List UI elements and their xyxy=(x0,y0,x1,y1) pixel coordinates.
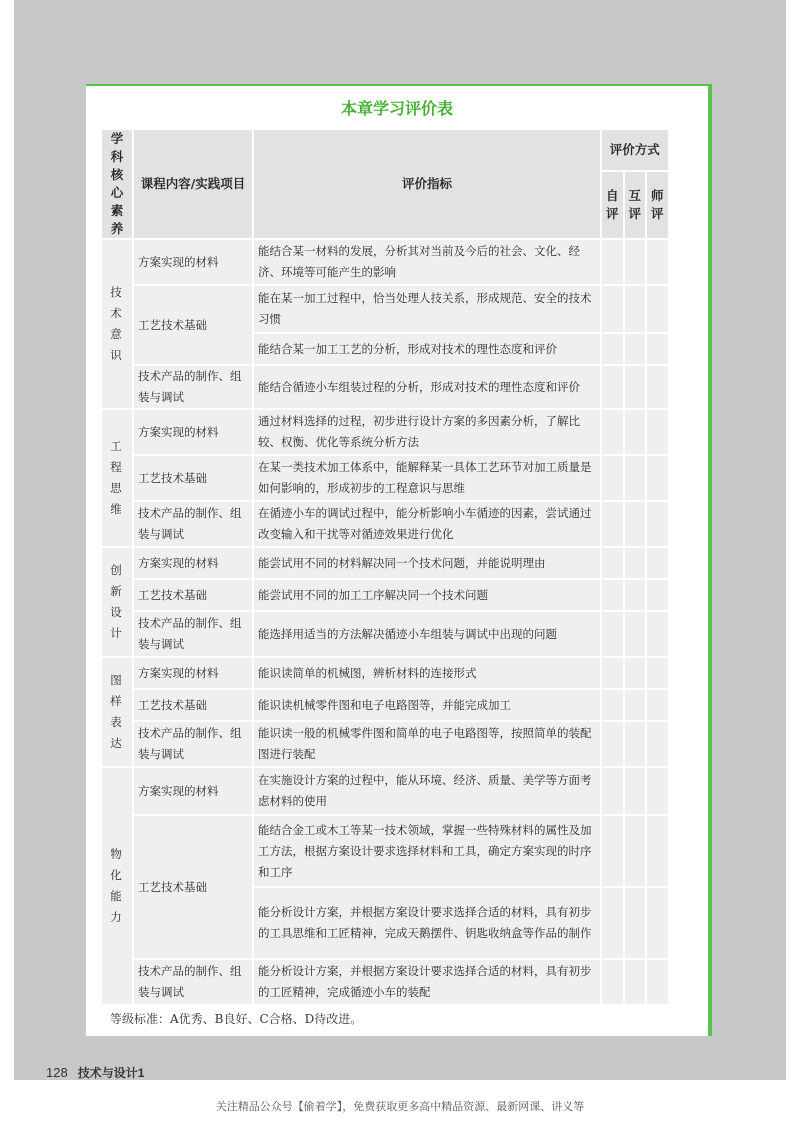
header-indicator: 评价指标 xyxy=(254,130,600,238)
eval-teacher-cell[interactable] xyxy=(647,410,668,454)
indicator-cell: 能选择用适当的方法解决循迹小车组装与调试中出现的问题 xyxy=(254,612,600,656)
indicator-cell: 在实施设计方案的过程中，能从环境、经济、质量、美学等方面考虑材料的使用 xyxy=(254,768,600,814)
eval-self-cell[interactable] xyxy=(602,410,623,454)
indicator-cell: 能识读机械零件图和电子电路图等，并能完成加工 xyxy=(254,690,600,720)
indicator-cell: 通过材料选择的过程，初步进行设计方案的多因素分析，了解比较、权衡、优化等系统分析方法 xyxy=(254,410,600,454)
eval-teacher-cell[interactable] xyxy=(647,502,668,546)
indicator-cell: 能结合某一加工工艺的分析，形成对技术的理性态度和评价 xyxy=(254,334,600,364)
eval-peer-cell[interactable] xyxy=(625,580,646,610)
eval-peer-cell[interactable] xyxy=(625,502,646,546)
literacy-cell: 创新设计 xyxy=(102,548,132,656)
grading-note: 等级标准：A优秀、B良好、C合格、D待改进。 xyxy=(110,1012,363,1026)
content-cell: 工艺技术基础 xyxy=(134,286,252,364)
eval-peer-cell[interactable] xyxy=(625,410,646,454)
eval-self-cell[interactable] xyxy=(602,658,623,688)
eval-teacher-cell[interactable] xyxy=(647,768,668,814)
literacy-cell: 图样表达 xyxy=(102,658,132,766)
eval-self-cell[interactable] xyxy=(602,240,623,284)
content-cell: 技术产品的制作、组装与调试 xyxy=(134,960,252,1004)
eval-self-cell[interactable] xyxy=(602,366,623,408)
eval-teacher-cell[interactable] xyxy=(647,548,668,578)
eval-peer-cell[interactable] xyxy=(625,456,646,500)
indicator-cell: 能尝试用不同的材料解决同一个技术问题，并能说明理由 xyxy=(254,548,600,578)
header-content: 课程内容/实践项目 xyxy=(134,130,252,238)
eval-teacher-cell[interactable] xyxy=(647,334,668,364)
book-title: 技术与设计1 xyxy=(77,1066,145,1080)
eval-self-cell[interactable] xyxy=(602,768,623,814)
eval-peer-cell[interactable] xyxy=(625,612,646,656)
eval-peer-cell[interactable] xyxy=(625,658,646,688)
eval-peer-cell[interactable] xyxy=(625,722,646,766)
indicator-cell: 能在某一加工过程中，恰当处理人技关系，形成规范、安全的技术习惯 xyxy=(254,286,600,332)
eval-self-cell[interactable] xyxy=(602,816,623,886)
eval-peer-cell[interactable] xyxy=(625,960,646,1004)
eval-self-cell[interactable] xyxy=(602,334,623,364)
indicator-cell: 能结合金工或木工等某一技术领域，掌握一些特殊材料的属性及加工方法，根据方案设计要求选择材料和工具，确定方案实现的时序和工序 xyxy=(254,816,600,886)
table-row xyxy=(102,410,668,454)
eval-self-cell[interactable] xyxy=(602,580,623,610)
eval-self-cell[interactable] xyxy=(602,502,623,546)
eval-teacher-cell[interactable] xyxy=(647,286,668,332)
footer-promo: 关注精品公众号【偷着学】，免费获取更多高中精品资源、最新网课、讲义等 xyxy=(215,1100,585,1113)
indicator-cell: 能结合某一材料的发展，分析其对当前及今后的社会、文化、经济、环境等可能产生的影响 xyxy=(254,240,600,284)
indicator-cell: 能结合循迹小车组装过程的分析，形成对技术的理性态度和评价 xyxy=(254,366,600,408)
page-footer xyxy=(46,1064,144,1081)
eval-teacher-cell[interactable] xyxy=(647,366,668,408)
eval-peer-cell[interactable] xyxy=(625,768,646,814)
table-row xyxy=(102,722,668,766)
table-row xyxy=(102,502,668,546)
eval-teacher-cell[interactable] xyxy=(647,722,668,766)
indicator-cell: 在某一类技术加工体系中，能解释某一具体工艺环节对加工质量是如何影响的，形成初步的工程意识与思维 xyxy=(254,456,600,500)
eval-peer-cell[interactable] xyxy=(625,366,646,408)
table-row xyxy=(102,240,668,284)
indicator-cell: 能尝试用不同的加工工序解决同一个技术问题 xyxy=(254,580,600,610)
eval-self-cell[interactable] xyxy=(602,612,623,656)
evaluation-card xyxy=(86,84,712,1036)
content-cell: 工艺技术基础 xyxy=(134,580,252,610)
eval-teacher-cell[interactable] xyxy=(647,816,668,886)
content-cell: 方案实现的材料 xyxy=(134,658,252,688)
eval-peer-cell[interactable] xyxy=(625,334,646,364)
eval-self-cell[interactable] xyxy=(602,888,623,958)
eval-teacher-cell[interactable] xyxy=(647,240,668,284)
eval-peer-cell[interactable] xyxy=(625,888,646,958)
table-title: 本章学习评价表 xyxy=(340,99,453,118)
content-cell: 方案实现的材料 xyxy=(134,410,252,454)
table-row xyxy=(102,768,668,814)
table-row xyxy=(102,580,668,610)
content-cell: 工艺技术基础 xyxy=(134,816,252,958)
content-cell: 工艺技术基础 xyxy=(134,456,252,500)
indicator-cell: 能识读一般的机械零件图和简单的电子电路图等，按照简单的装配图进行装配 xyxy=(254,722,600,766)
table-row xyxy=(102,658,668,688)
table-row xyxy=(102,690,668,720)
eval-self-cell[interactable] xyxy=(602,722,623,766)
literacy-cell: 物化能力 xyxy=(102,768,132,1004)
table-row xyxy=(102,366,668,408)
indicator-cell: 能识读简单的机械图，辨析材料的连接形式 xyxy=(254,658,600,688)
page-number: 128 xyxy=(46,1065,68,1080)
content-cell: 技术产品的制作、组装与调试 xyxy=(134,612,252,656)
eval-peer-cell[interactable] xyxy=(625,240,646,284)
header-teacher: 师评 xyxy=(647,172,668,238)
table-row xyxy=(102,816,668,886)
eval-self-cell[interactable] xyxy=(602,690,623,720)
literacy-cell: 工程思维 xyxy=(102,410,132,546)
eval-self-cell[interactable] xyxy=(602,548,623,578)
indicator-cell: 能分析设计方案，并根据方案设计要求选择合适的材料，具有初步的工匠精神，完成循迹小车的装配 xyxy=(254,960,600,1004)
table-row xyxy=(102,456,668,500)
eval-self-cell[interactable] xyxy=(602,286,623,332)
content-cell: 技术产品的制作、组装与调试 xyxy=(134,502,252,546)
table-row xyxy=(102,960,668,1004)
eval-self-cell[interactable] xyxy=(602,456,623,500)
content-cell: 方案实现的材料 xyxy=(134,548,252,578)
indicator-cell: 在循迹小车的调试过程中，能分析影响小车循迹的因素，尝试通过改变输入和干扰等对循迹效果进行优化 xyxy=(254,502,600,546)
eval-teacher-cell[interactable] xyxy=(647,612,668,656)
table-row xyxy=(102,612,668,656)
content-cell: 方案实现的材料 xyxy=(134,768,252,814)
eval-teacher-cell[interactable] xyxy=(647,690,668,720)
header-self: 自评 xyxy=(602,172,623,238)
eval-peer-cell[interactable] xyxy=(625,816,646,886)
content-cell: 技术产品的制作、组装与调试 xyxy=(134,366,252,408)
header-method: 评价方式 xyxy=(602,130,668,170)
content-cell: 工艺技术基础 xyxy=(134,690,252,720)
eval-teacher-cell[interactable] xyxy=(647,580,668,610)
eval-teacher-cell[interactable] xyxy=(647,658,668,688)
eval-peer-cell[interactable] xyxy=(625,690,646,720)
header-literacy: 学科核心素养 xyxy=(102,130,132,238)
eval-self-cell[interactable] xyxy=(602,960,623,1004)
eval-peer-cell[interactable] xyxy=(625,286,646,332)
table-row xyxy=(102,286,668,332)
eval-teacher-cell[interactable] xyxy=(647,960,668,1004)
table-row xyxy=(102,548,668,578)
evaluation-table xyxy=(100,128,670,1006)
indicator-cell: 能分析设计方案，并根据方案设计要求选择合适的材料，具有初步的工具思维和工匠精神，完成天鹅摆件、钥匙收纳盒等作品的制作 xyxy=(254,888,600,958)
eval-teacher-cell[interactable] xyxy=(647,456,668,500)
eval-peer-cell[interactable] xyxy=(625,548,646,578)
literacy-cell: 技术意识 xyxy=(102,240,132,408)
content-cell: 技术产品的制作、组装与调试 xyxy=(134,722,252,766)
content-cell: 方案实现的材料 xyxy=(134,240,252,284)
header-peer: 互评 xyxy=(625,172,646,238)
eval-teacher-cell[interactable] xyxy=(647,888,668,958)
